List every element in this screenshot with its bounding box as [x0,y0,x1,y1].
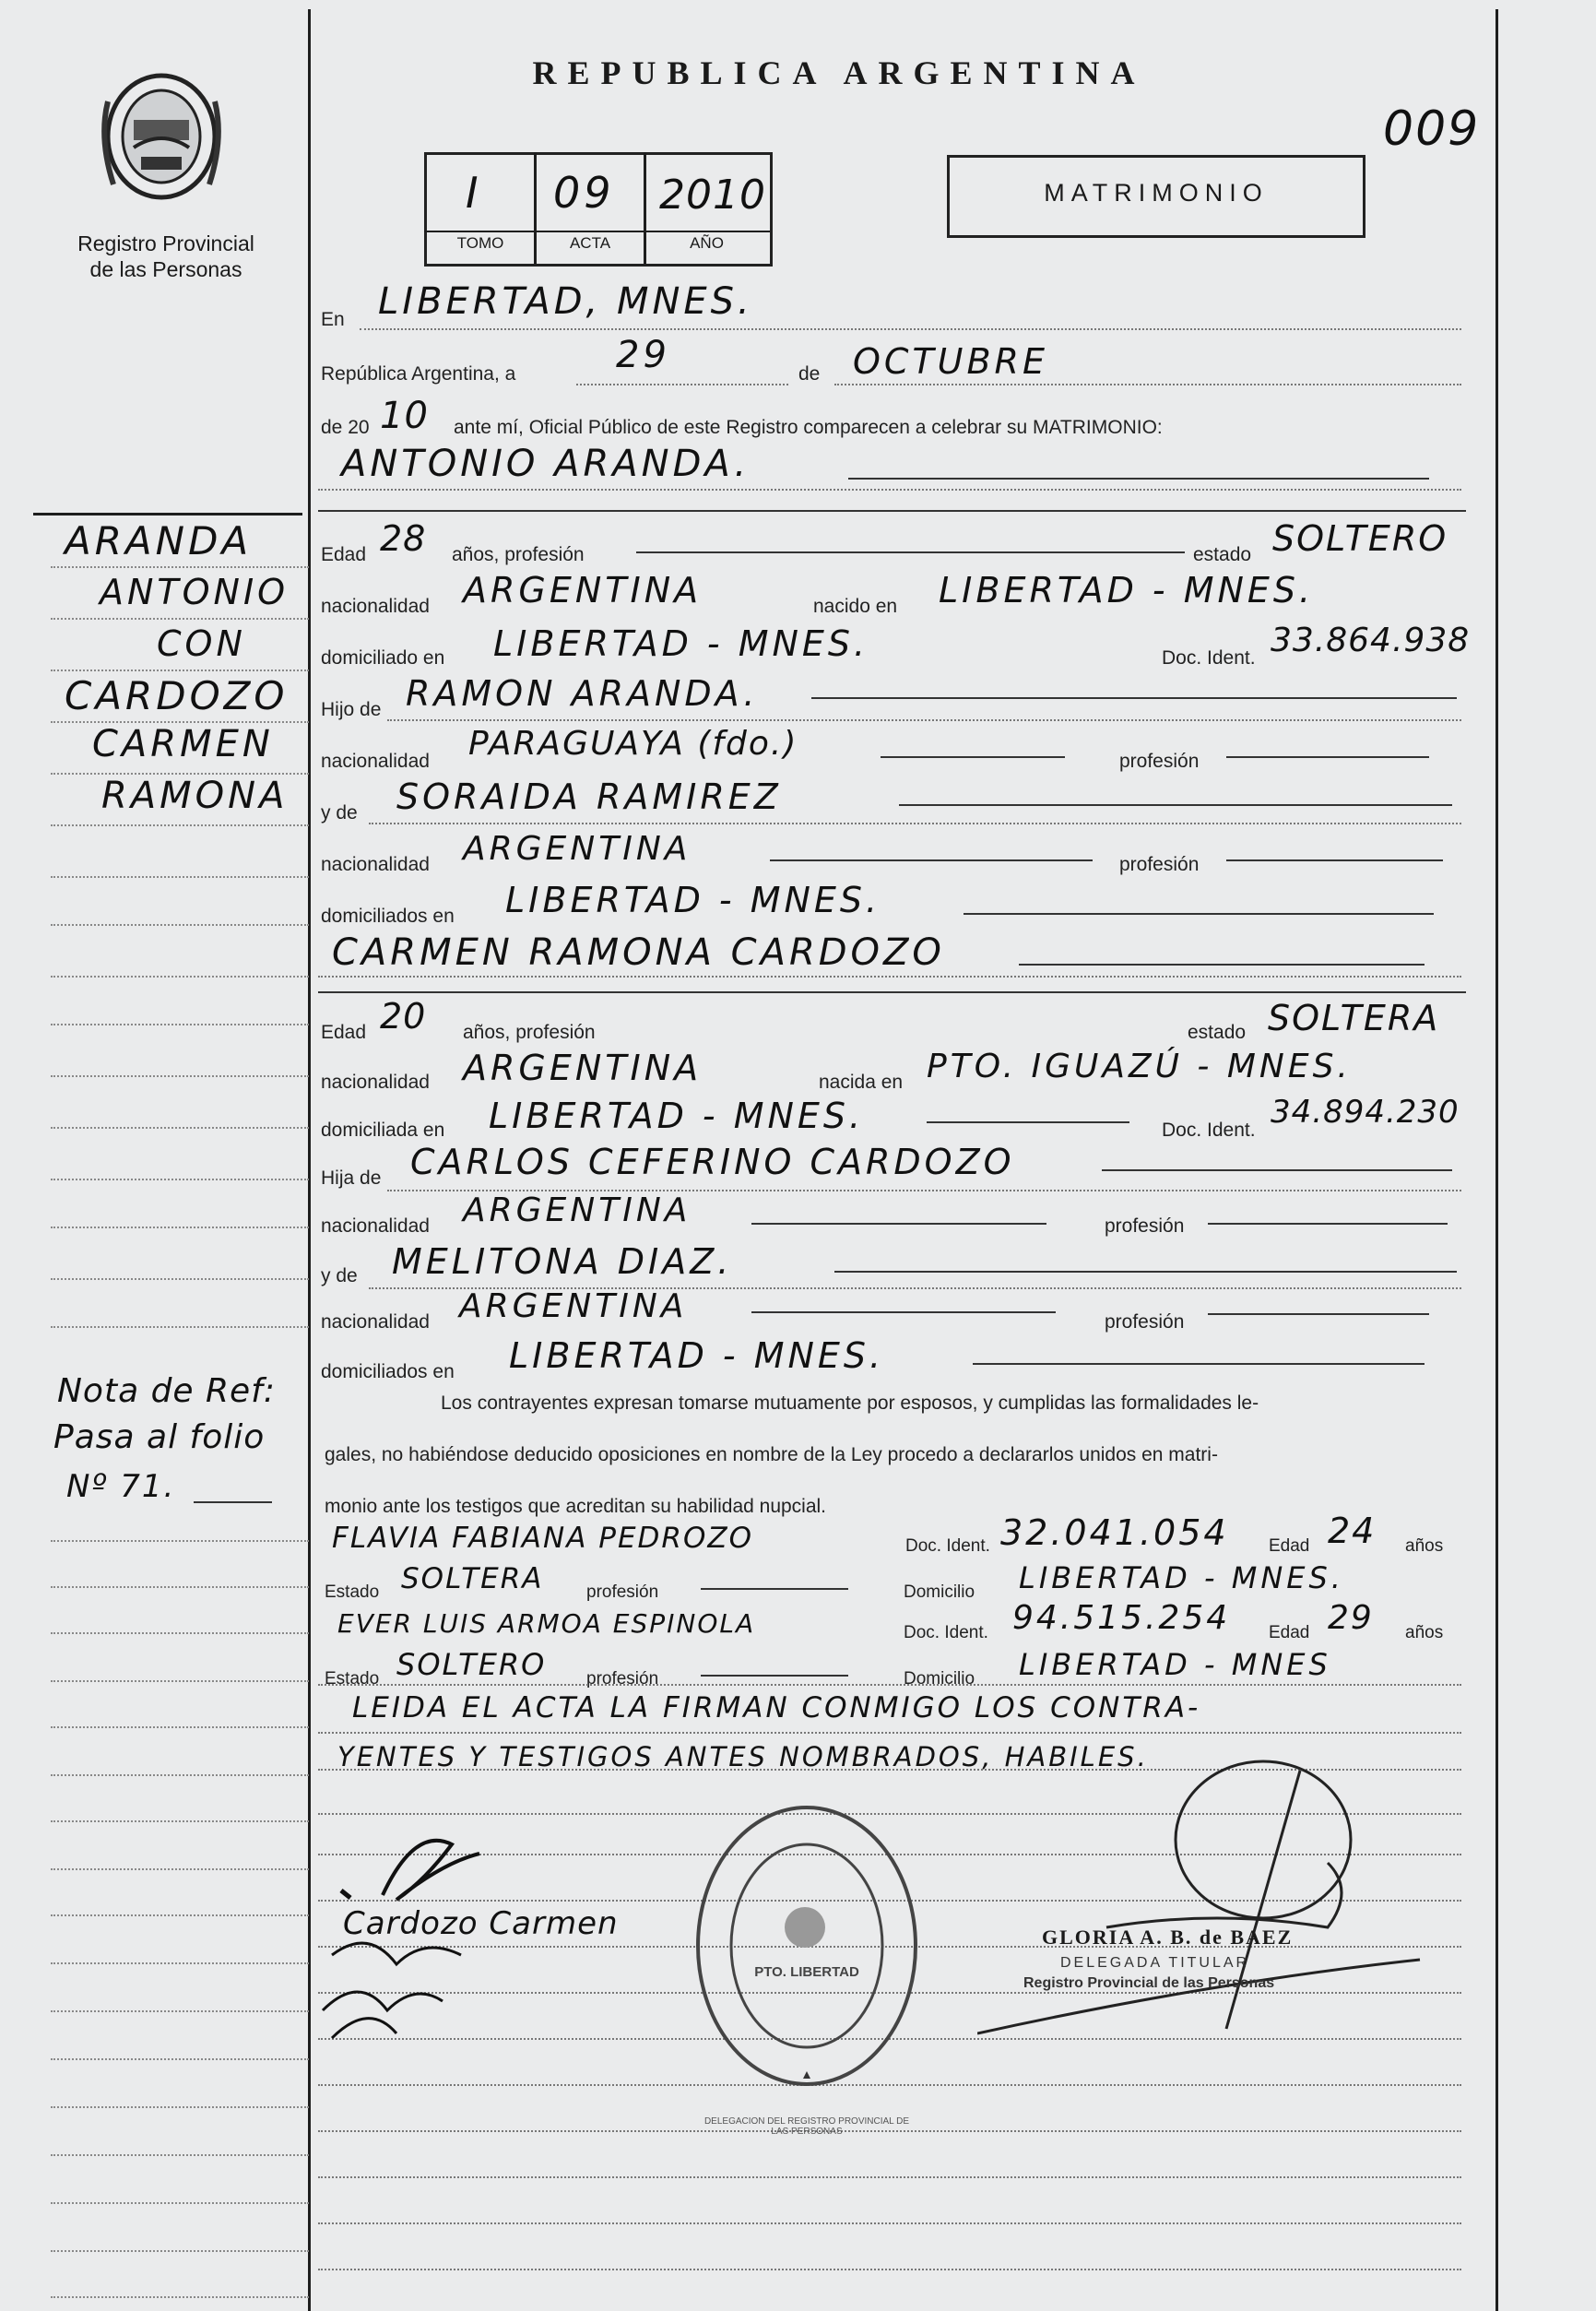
bride-estado-label: estado [1188,1022,1247,1043]
margin-note-underline [194,1501,272,1503]
anio-label: AÑO [690,234,724,252]
bride-father-label: Hija de [321,1167,382,1189]
margin-rule-11 [51,1075,309,1077]
margin-rule-7 [51,876,309,878]
bride-edad: 20 [380,996,427,1037]
witness1-estado-label: Estado [325,1582,380,1602]
margin-rule-31 [51,2202,309,2204]
bride-name-line [1019,964,1425,966]
province-seal-icon [97,65,226,212]
margin-rule-1 [51,566,309,568]
bride-domicilio: LIBERTAD - MNES. [489,1096,865,1136]
groom-name: ANTONIO ARANDA. [341,443,751,485]
margin-rule-28 [51,2058,309,2060]
margin-rule-24 [51,1868,309,1870]
witness1-doc-label: Doc. Ident. [905,1536,990,1556]
witness2-edad-label: Edad [1269,1623,1310,1642]
left-margin-rule [308,9,311,2311]
bride-father-nac-label: nacionalidad [321,1215,430,1237]
bride-domicilio-line [927,1121,1129,1123]
country-title: REPUBLICA ARGENTINA [532,54,1146,91]
groom-domicilio-label: domiciliado en [321,647,445,669]
bride-parents-dom-label: domiciliados en [321,1361,455,1382]
margin-rule-18 [51,1586,309,1588]
witness2-estado-label: Estado [325,1669,380,1689]
margin-rule-25 [51,1914,309,1916]
margin-rule-22 [51,1774,309,1776]
margin-name-3: CON [157,623,246,664]
intro-text: ante mí, Oficial Público de este Registro comparecen a celebrar su MATRIMONIO: [454,417,1163,438]
groom-estado: SOLTERO [1272,518,1448,559]
closing-line-1: LEIDA EL ACTA LA FIRMAN CONMIGO LOS CONTRA- [352,1691,1201,1724]
bride-domicilio-label: domiciliada en [321,1120,445,1141]
bride-mother-line [834,1271,1457,1273]
en-label: En [321,309,345,330]
witness1-estado: SOLTERA [401,1562,544,1595]
bride-nacionalidad-label: nacionalidad [321,1072,430,1093]
groom-mother-prof-line [1226,859,1443,861]
groom-mother-nac-line [770,859,1093,861]
margin-name-5: CARMEN [92,723,274,765]
groom-section-rule [318,510,1466,512]
margin-rule-21 [51,1726,309,1728]
issuer-line-2: de las Personas [89,257,242,281]
margin-rule-29 [51,2106,309,2108]
declaration-line-1: Los contrayentes expresan tomarse mutuamente por esposos, y cumplidas las formalidades le- [441,1393,1259,1414]
margin-rule-16 [51,1326,309,1328]
groom-edad-label: Edad [321,544,367,565]
bride-name-fill [318,976,1461,978]
witness1-doc: 32.041.054 [1000,1512,1229,1553]
bride-anos-profesion-label: años, profesión [463,1022,596,1043]
margin-rule-14 [51,1227,309,1228]
bride-mother: MELITONA DIAZ. [392,1241,733,1282]
issuer-line-1: Registro Provincial [77,231,254,255]
tomo-value: I [466,168,482,218]
groom-nacionalidad-label: nacionalidad [321,596,430,617]
closing-fill-1 [318,1732,1461,1734]
bride-doc-label: Doc. Ident. [1162,1120,1256,1141]
bride-parents-dom-line [973,1363,1425,1365]
bride-father-prof-line [1208,1223,1448,1225]
official-signature-icon [977,1752,1457,2056]
official-title: DELEGADA TITULAR [1060,1955,1250,1971]
bride-name: CARMEN RAMONA CARDOZO [332,931,945,974]
witness2-name: EVER LUIS ARMOA ESPINOLA [337,1608,756,1639]
witness2-profesion-label: profesión [586,1669,659,1689]
witness1-domicilio: LIBERTAD - MNES. [1019,1560,1344,1595]
groom-parents-dom-label: domiciliados en [321,906,455,927]
witness1-profesion-line [701,1588,848,1590]
groom-father-line [811,697,1457,699]
groom-father-nac: PARAGUAYA (fdo.) [468,725,798,763]
margin-rule-12 [51,1127,309,1129]
official-office: Registro Provincial de las Personas [1023,1975,1275,1991]
margin-rule-33 [51,2296,309,2298]
closing-line-2: YENTES Y TESTIGOS ANTES NOMBRADOS, HABILES. [337,1741,1149,1772]
bride-mother-nac-line [751,1311,1056,1313]
bride-parents-dom: LIBERTAD - MNES. [509,1335,885,1376]
groom-father-nac-label: nacionalidad [321,751,430,772]
place-fill [360,328,1461,330]
groom-name-fill [318,489,1461,491]
bride-father-nac-line [751,1223,1046,1225]
acta-label: ACTA [569,234,611,252]
bride-mother-prof-line [1208,1313,1429,1315]
witness2-domicilio: LIBERTAD - MNES [1019,1647,1331,1682]
margin-rule-23 [51,1820,309,1822]
witness1-edad: 24 [1328,1511,1377,1551]
bride-mother-prof-label: profesión [1105,1311,1185,1333]
groom-anos-profesion-label: años, profesión [452,544,585,565]
record-type: MATRIMONIO [1044,179,1269,207]
margin-rule-10 [51,1024,309,1025]
margin-rule-8 [51,924,309,926]
groom-mother-label: y de [321,802,358,824]
witness1-anos-label: años [1405,1536,1444,1556]
day-fill [576,384,788,385]
groom-estado-label: estado [1193,544,1252,565]
groom-edad: 28 [380,518,427,559]
margin-rule-27 [51,2010,309,2012]
groom-father-label: Hijo de [321,699,382,720]
groom-father: RAMON ARANDA. [406,673,759,714]
de-label: de [798,363,821,385]
witness2-profesion-line [701,1675,848,1677]
bride-estado: SOLTERA [1268,998,1440,1038]
margin-rule-2 [51,618,309,620]
blank-line-10 [318,2269,1461,2270]
margin-rule-32 [51,2250,309,2252]
bride-mother-nac: ARGENTINA [459,1287,688,1325]
declaration-line-3: monio ante los testigos que acreditan su habilidad nupcial. [325,1496,827,1517]
groom-mother-prof-label: profesión [1119,854,1200,875]
blank-line-8 [318,2176,1461,2178]
bride-nacionalidad: ARGENTINA [463,1048,703,1088]
tomo-label: TOMO [456,234,504,252]
right-margin-rule [1496,9,1498,2311]
margin-rule-20 [51,1680,309,1682]
anio-value: 2010 [659,172,766,219]
groom-nacido: LIBERTAD - MNES. [939,570,1315,610]
witness2-doc: 94.515.254 [1012,1599,1231,1637]
groom-nacido-label: nacido en [813,596,898,617]
witness2-estado: SOLTERO [396,1647,547,1682]
groom-profesion-line [636,551,1185,553]
groom-mother: SORAIDA RAMIREZ [396,776,782,817]
witness2-fill [318,1684,1461,1686]
witness1-profesion-label: profesión [586,1582,659,1602]
year-prefix: de 20 [321,417,370,438]
declaration-line-2: gales, no habiéndose deducido oposiciones en nombre de la Ley procedo a declararlos unidos en matri- [325,1444,1218,1465]
witness2-edad: 29 [1328,1599,1374,1637]
record-box-label-rule [424,231,770,232]
margin-top-rule [33,513,302,516]
groom-name-line [848,478,1429,480]
margin-name-6: RAMONA [101,775,289,817]
margin-name-4: CARDOZO [65,673,289,718]
groom-nacionalidad: ARGENTINA [463,570,703,610]
bride-doc: 34.894.230 [1271,1094,1460,1131]
groom-doc-label: Doc. Ident. [1162,647,1256,669]
groom-father-nac-line [881,756,1065,758]
groom-doc: 33.864.938 [1271,622,1471,659]
margin-rule-9 [51,976,309,978]
bride-father-prof-label: profesión [1105,1215,1185,1237]
margin-note-line-1: Nota de Ref: [57,1372,276,1410]
margin-rule-17 [51,1540,309,1542]
groom-father-prof-line [1226,756,1429,758]
witness2-domicilio-label: Domicilio [904,1669,975,1689]
month-fill [834,384,1461,385]
bride-nacida-label: nacida en [819,1072,904,1093]
margin-name-1: ARANDA [65,518,253,563]
acta-value: 09 [553,168,615,218]
groom-father-fill [387,719,1461,721]
official-name: GLORIA A. B. de BAEZ [1042,1926,1294,1949]
groom-parents-dom: LIBERTAD - MNES. [505,880,881,920]
margin-rule-6 [51,824,309,826]
margin-rule-3 [51,670,309,671]
place-value: LIBERTAD, MNES. [378,280,753,323]
bride-father-nac: ARGENTINA [463,1191,692,1229]
margin-rule-30 [51,2154,309,2156]
margin-name-2: ANTONIO [100,572,290,612]
witness1-name: FLAVIA FABIANA PEDROZO [332,1522,753,1555]
year-suffix: 10 [380,395,429,437]
bride-nacida: PTO. IGUAZÚ - MNES. [927,1048,1352,1085]
day-value: 29 [616,334,670,376]
groom-parents-dom-line [964,913,1434,915]
bride-father-line [1102,1169,1452,1171]
groom-mother-line [899,804,1452,806]
margin-rule-26 [51,1962,309,1964]
stamp-ring-text: DELEGACION DEL REGISTRO PROVINCIAL DE LAS PERSONAS [703,2116,910,2137]
margin-note-line-3: Nº 71. [66,1468,176,1505]
stamp-center-text: PTO. LIBERTAD [754,1964,859,1980]
issuer-name [37,231,295,282]
margin-rule-15 [51,1278,309,1280]
witness1-edad-label: Edad [1269,1536,1310,1556]
groom-mother-nac: ARGENTINA [463,830,692,868]
groom-mother-fill [369,823,1461,824]
fecha-label: República Argentina, a [321,363,516,385]
witness2-doc-label: Doc. Ident. [904,1623,988,1642]
bride-mother-nac-label: nacionalidad [321,1311,430,1333]
groom-father-prof-label: profesión [1119,751,1200,772]
witness2-anos-label: años [1405,1623,1444,1642]
witness1-domicilio-label: Domicilio [904,1582,975,1602]
delegation-stamp-icon [687,1798,927,2103]
bride-signature: Cardozo Carmen [343,1905,619,1942]
margin-rule-13 [51,1179,309,1180]
bride-edad-label: Edad [321,1022,367,1043]
groom-mother-nac-label: nacionalidad [321,854,430,875]
bride-mother-label: y de [321,1265,358,1286]
bride-section-rule [318,991,1466,993]
month-value: OCTUBRE [853,341,1048,382]
margin-rule-19 [51,1632,309,1634]
margin-note-line-2: Pasa al folio [53,1418,266,1456]
bride-father: CARLOS CEFERINO CARDOZO [410,1142,1015,1182]
groom-domicilio: LIBERTAD - MNES. [493,623,869,664]
page-number: 009 [1383,101,1481,157]
blank-line-9 [318,2222,1461,2224]
